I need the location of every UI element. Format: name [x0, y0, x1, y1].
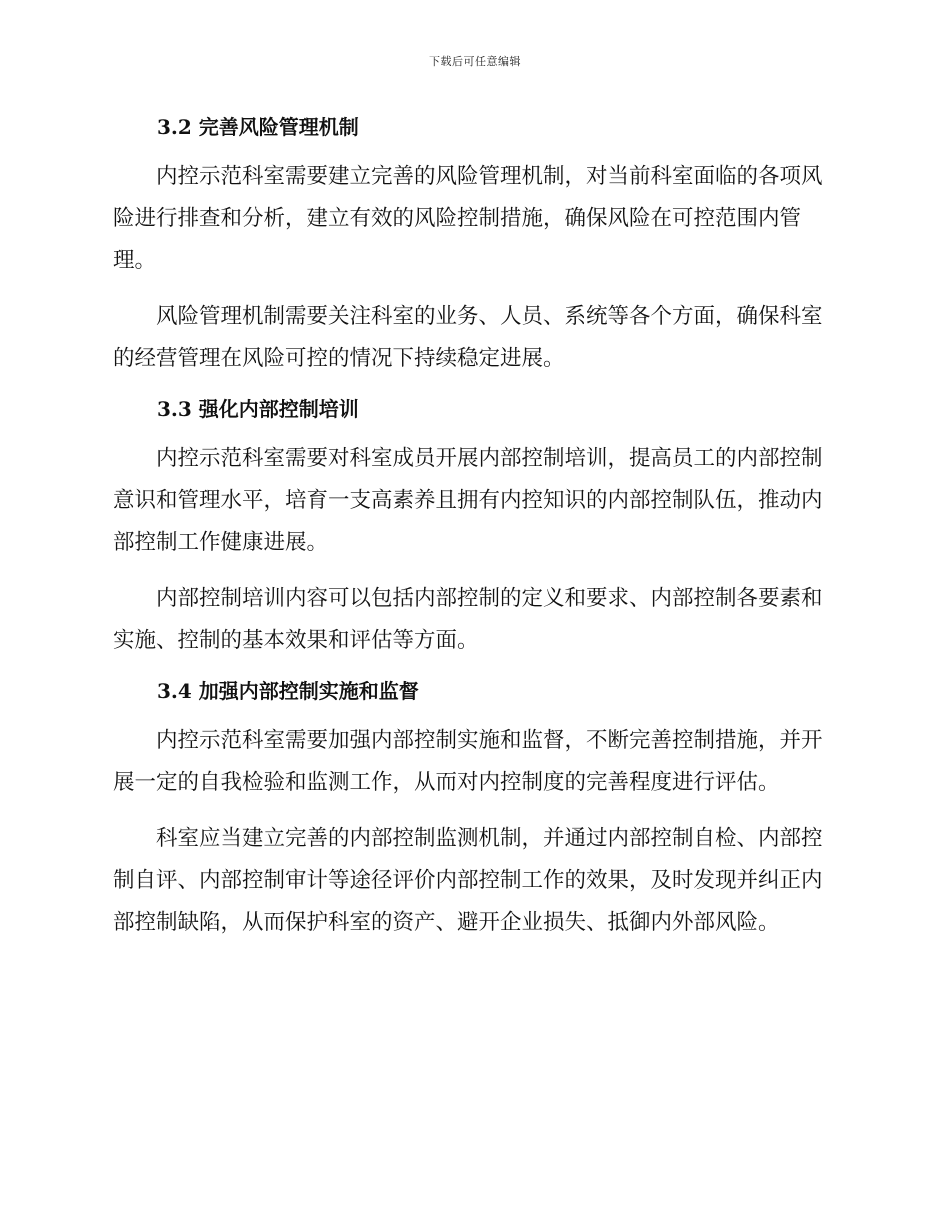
section-heading: 3.4 加强内部控制实施和监督: [157, 679, 419, 703]
paragraph: [113, 156, 833, 282]
paragraph-line: 理。: [113, 248, 157, 273]
paragraph-line: 内控示范科室需要加强内部控制实施和监督，不断完善控制措施，并开: [156, 728, 823, 753]
paragraph: [113, 438, 833, 564]
section-heading: 3.3 强化内部控制培训: [157, 397, 359, 421]
paragraph-line: 部控制工作健康进展。: [113, 530, 329, 555]
paragraph-line: 内控示范科室需要对科室成员开展内部控制培训，提高员工的内部控制: [156, 446, 823, 471]
paragraph-line: 险进行排查和分析，建立有效的风险控制措施，确保风险在可控范围内管: [113, 206, 802, 231]
page-header: 下载后可任意编辑: [429, 55, 521, 68]
paragraph-line: 意识和管理水平，培育一支高素养且拥有内控知识的内部控制队伍，推动内: [113, 488, 823, 513]
paragraph-line: 内控示范科室需要建立完善的风险管理机制，对当前科室面临的各项风: [156, 164, 823, 189]
paragraph-line: 实施、控制的基本效果和评估等方面。: [113, 628, 479, 653]
paragraph-line: 展一定的自我检验和监测工作，从而对内控制度的完善程度进行评估。: [113, 770, 780, 795]
paragraph-line: 内部控制培训内容可以包括内部控制的定义和要求、内部控制各要素和: [156, 586, 823, 611]
paragraph-line: 制自评、内部控制审计等途径评价内部控制工作的效果，及时发现并纠正内: [113, 868, 823, 893]
paragraph-line: 科室应当建立完善的内部控制监测机制，并通过内部控制自检、内部控: [156, 826, 823, 851]
paragraph: [113, 578, 833, 662]
section-heading: 3.2 完善风险管理机制: [157, 115, 359, 139]
paragraph: [113, 720, 833, 804]
paragraph: [113, 818, 833, 944]
paragraph-line: 风险管理机制需要关注科室的业务、人员、系统等各个方面，确保科室: [156, 304, 823, 329]
paragraph-line: 的经营管理在风险可控的情况下持续稳定进展。: [113, 346, 565, 371]
paragraph-line: 部控制缺陷，从而保护科室的资产、避开企业损失、抵御内外部风险。: [113, 910, 780, 935]
document-body: [113, 112, 833, 958]
paragraph: [113, 296, 833, 380]
